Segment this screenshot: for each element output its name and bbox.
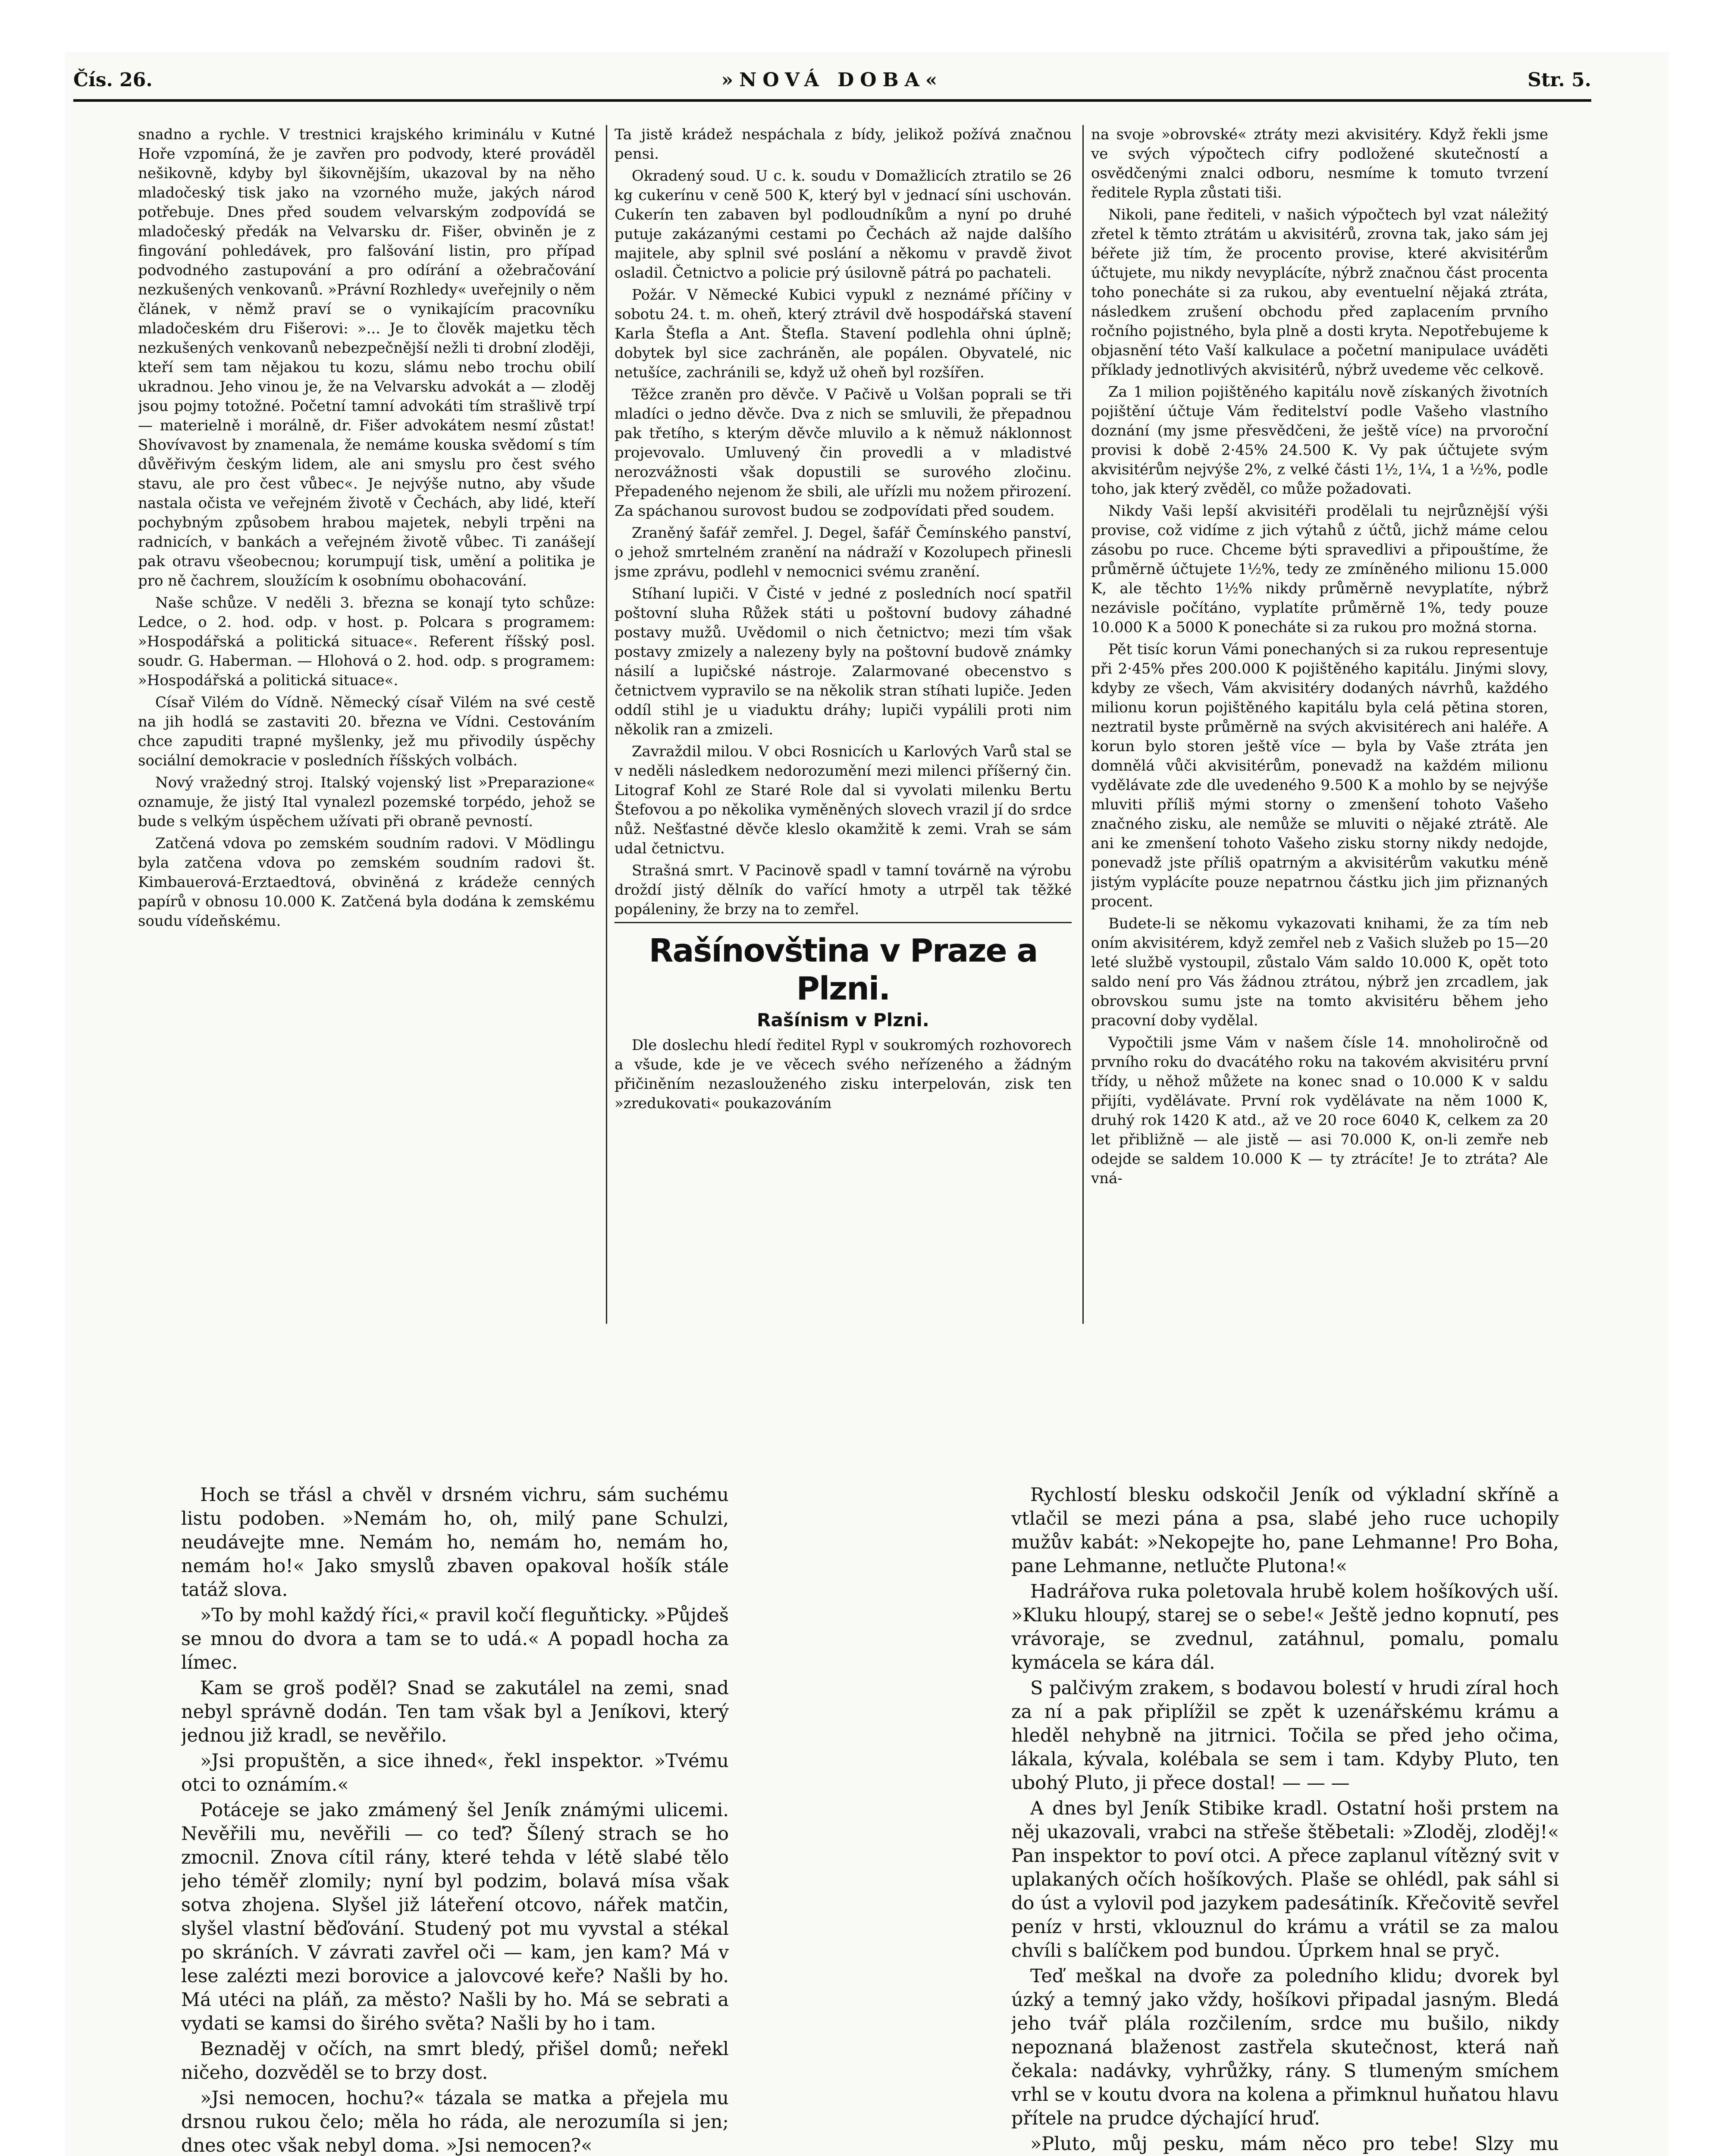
news-item-court: Okradený soud. U c. k. soudu v Domažlicích ztratilo se 26 kg cukerínu v ceně 500 K, který byl v jednací síni uschován. Cukerín ten zabaven byl podloudníkům a nyní po druhé putuje zakázanými cestami po Čechách až najde dalšího majitele, aby splnil své poslání a někomu v pravdě život osladil. Četnictvo a policie prý úsilovně pátrá po pachateli. bbox=[615, 167, 1072, 282]
article-paragraph: Pět tisíc korun Vámi ponechaných si za rukou representuje při 2·45% přes 200.000 K pojištěného kapitálu. Jinými slovy, kdyby ze všech, Vám akvisitéry dodaných návrhů, každého milionu korun pojištěného kapitálu byla celá pětina storen, neztratil byste průměrně na svých akvisitérech ani haléře. A korun bylo storen ještě více — byla by Vaše ztráta jen domnělá vůči akvisitérům, ponevadž na každém milionu vydělávate zde dle uvedeného 9.500 K a mohlo by se nejvýše mluviti příliš mými storny o zmenšení tohoto Vašeho značného zisku, ale nemůže se mluviti o nějaké ztrátě. Ale ani ke zmenšení tohoto Vašeho zisku storny nikdy nedojde, ponevadž jste příliš opatrným a akvisitérům vakutku méně jistým vyplácíte pouze nepatrnou částku jich jim přiznaných procent. bbox=[1091, 641, 1548, 910]
column-rule bbox=[606, 125, 607, 1324]
article-column-3 bbox=[1091, 125, 1548, 1341]
article-column-1 bbox=[138, 125, 595, 1341]
story-paragraph: »To by mohl každý říci,« pravil kočí fleguňticky. »Půjdeš se mnou do dvora a tam se to udá.« A popadl hocha za límec. bbox=[181, 1604, 729, 1673]
news-item-death: Strašná smrt. V Pacinově spadl v tamní továrně na výrobu droždí jistý dělník do vařící hmoty a utrpěl tak těžké popáleniny, že brzy na to zemřel. bbox=[615, 862, 1072, 918]
news-item-widow: Zatčená vdova po zemském soudním radovi. V Mödlingu byla zatčena vdova po zemském soudním radovi št. Kimbauerová-Erztaedtová, obviněná z krádeže cenných papírů v obnosu 10.000 K. Zatčená byla dodána k zemskému soudu vídeňskému. bbox=[138, 835, 595, 930]
section-divider bbox=[615, 922, 1072, 923]
article-column-2 bbox=[615, 125, 1072, 1341]
news-item-torpedo: Nový vražedný stroj. Italský vojenský list »Preparazione« oznamuje, že jistý Ital vynalezl pozemské torpédo, jehož se bude s velkým úspěchem užívati při obraně pevností. bbox=[138, 774, 595, 830]
news-item-fire: Požár. V Německé Kubici vypukl z neznámé příčiny v sobotu 24. t. m. oheň, který ztrávil dvě hospodářská stavení Karla Štefla a Ant. Štefla. Stavení podlehla ohni úplně; dobytek byl sice zachráněn, ale popálen. Obyvatelé, nic netušíce, zachránili se, když už oheň byl rozšířen. bbox=[615, 286, 1072, 381]
news-item-steward: Zraněný šafář zemřel. J. Degel, šafář Čemínského panství, o jehož smrtelném zranění na nádraží v Kozolupech přinesli jsme zprávu, podlehl v nemocnici svému zranění. bbox=[615, 524, 1072, 580]
story-paragraph: Hoch se třásl a chvěl v drsném vichru, sám suchému listu podoben. »Nemám ho, oh, milý pane Schulzi, neudávejte mne. Nemám ho, nemám ho, nemám ho, nemám ho!« Jako smyslů zbaven opakoval hošík stále tatáž slova. bbox=[181, 1484, 729, 1601]
article-paragraph: Budete-li se někomu vykazovati knihami, že za tím neb oním akvisitérem, když zemřel neb z Vašich služeb po 15—20 leté službě vystoupil, zůstalo Vám saldo 10.000 K, opět toto saldo není pro Vás žádnou ztrátou, nýbrž jen zrcadlem, jak obrovskou sumu jste na tomto akvisitéru během jeho pracovní doby vydělal. bbox=[1091, 915, 1548, 1029]
section-subheadline: Rašínism v Plzni. bbox=[757, 1009, 929, 1031]
article-paragraph: Vypočtili jsme Vám v našem čísle 14. mnoholiročně od prvního roku do dvacátého roku na takovém akvisitéru první třídy, u něhož můžete na konec snad o 10.000 K v saldu přijíti, vydělávate. První rok vydělávate na něm 1000 K, druhý rok 1420 K atd., až ve 20 roce 6040 K, celkem za 20 let přibližně — ale jistě — asi 70.000 K, on-li zemře neb odejde se saldem 10.000 K — ty ztrácíte! Je to ztráta? Ale vná- bbox=[1091, 1034, 1548, 1187]
article-paragraph: Ta jistě krádež nespáchala z bídy, jelikož požívá značnou pensi. bbox=[615, 126, 1072, 163]
story-paragraph: Potáceje se jako zmámený šel Jeník známými ulicemi. Nevěřili mu, nevěřili — co teď? Šílený strach se ho zmocnil. Znova cítil rány, které tehda v létě slabé tělo jeho téměř zlomily; nyní byl podzim, bolavá mísa však sotva zhojena. Slyšel již láteření otcovo, nářek matčin, slyšel vlastní běďování. Studený pot mu vyvstal a stékal po skráních. V závrati zavřel oči — kam, jen kam? Má v lese zalézti mezi borovice a jalovcové keře? Našli by ho. Má utéci na pláň, za město? Našli by ho. Má se sebrati a vydati se kamsi do širého světa? Našli by ho i tam. bbox=[181, 1799, 729, 2034]
news-item-injury: Těžce zraněn pro děvče. V Pačivě u Volšan poprali se tři mladíci o jedno děvče. Dva z nich se smluvili, že přepadnou pak třetího, s kterým děvče mluvilo a k němuž náklonnost projevovalo. Umluvený čin provedli a v mladistvé nerozvážnosti však dopustili se surového zločinu. Přepadeného nejenom že sbili, ale uřízli mu nožem přirození. Za spáchanou surovost budou se zodpovídati před soudem. bbox=[615, 386, 1072, 520]
story-paragraph: Rychlostí blesku odskočil Jeník od výkladní skříně a vtlačil se mezi pána a psa, slabé jeho ruce uchopily mužův kabát: »Nekopejte ho, pane Lehmanne! Pro Boha, pane Lehmanne, netlučte Plutona!« bbox=[1011, 1484, 1559, 1577]
news-item-meetings: Naše schůze. V neděli 3. března se konají tyto schůze: Ledce, o 2. hod. odp. v host. p. Polcara s programem: »Hospodářská a politická situace«. Referent říšský posl. soudr. G. Haberman. — Hlohová o 2. hod. odp. s programem: »Hospodářská a politická situace«. bbox=[138, 594, 595, 689]
article-paragraph: Za 1 milion pojištěného kapitálu nově získaných životních pojištění účtuje Vám ředitelství podle Vašeho vlastního doznání (my jsme přesvědčeni, že ještě více) na prvoroční provisi k době 2·45% 24.500 K. Vy pak účtujete svým akvisitérům nejvýše 2%, z velké části 1½, 1¼, 1 a ½%, podle toho, jak který zvěděl, co může požadovati. bbox=[1091, 383, 1548, 498]
story-paragraph: Hadrářova ruka poletovala hrubě kolem hošíkových uší. »Kluku hloupý, starej se o sebe!« Ještě jedno kopnutí, pes vrávoraje, se zvednul, zatáhnul, pomalu, pomalu kymácela se kára dál. bbox=[1011, 1581, 1559, 1673]
section-headline: Rašínovština v Praze a Plzni. bbox=[649, 932, 1038, 1007]
newspaper-title: »NOVÁ DOBA« bbox=[721, 69, 944, 91]
story-paragraph: »Jsi nemocen, hochu?« tázala se matka a přejela mu drsnou rukou čelo; měla ho ráda, ale nerozumíla si jen; dnes otec však nebyl doma. »Jsi nemocen?« bbox=[181, 2087, 729, 2156]
story-paragraph: Kam se groš poděl? Snad se zakutálel na zemi, snad nebyl správně dodán. Ten tam však byl a Jeníkovi, který jednou již kradl, se nevěřilo. bbox=[181, 1677, 729, 1746]
page-header bbox=[73, 65, 1591, 102]
story-column-left bbox=[181, 1483, 729, 2156]
story-paragraph: »Pluto, můj pesku, mám něco pro tebe! Slzy mu bbox=[1030, 2133, 1559, 2155]
story-column-right bbox=[1011, 1483, 1559, 2156]
story-paragraph: »Jsi propuštěn, a sice ihned«, řekl inspektor. »Tvému otci to oznámím.« bbox=[181, 1750, 729, 1796]
page-number: Str. 5. bbox=[1527, 69, 1591, 91]
news-item-kaiser: Císař Vilém do Vídně. Německý císař Vilém na své cestě na jih hodlá se zastaviti 20. března ve Vídni. Cestováním chce zapuditi trapné myšlenky, jež mu přivodily úspěchy sociální demokracie v posledních říšských volbách. bbox=[138, 694, 595, 769]
issue-number: Čís. 26. bbox=[73, 69, 153, 91]
article-paragraph: Nikdy Vaši lepší akvisitéři prodělali tu nejrůznější výši provise, což vidíme z jich výtahů z účtů, jichž máme celou zásobu po ruce. Chceme býti spravedlivi a připouštíme, že průměrně účtujete 1½%, tedy ze zmíněného milionu 15.000 K, ale těchto 1½% nikdy průměrně nevyplatíte, nýbrž nezávisle počítáno, vyplatíte průměrně 1%, tedy pouze 10.000 K a 5000 K ponecháte si za rukou pro možná storna. bbox=[1091, 502, 1548, 636]
column-rule bbox=[1082, 125, 1084, 1324]
story-paragraph: A dnes byl Jeník Stibike kradl. Ostatní hoši prstem na něj ukazovali, vrabci na střeše štěbetali: »Zloděj, zloděj!« Pan inspektor to poví otci. A přece zaplanul vítězný svit v uplakaných očích hošíkových. Plaše se ohlédl, pak sáhl si do úst a vylovil pod jazykem padesátiník. Křečovitě sevřel peníz v hrsti, vklouznul do krámu a vrátil se za malou chvíli s balíčkem pod bundou. Úprkem hnal se pryč. bbox=[1011, 1798, 1559, 1962]
story-paragraph: S palčivým zrakem, s bodavou bolestí v hrudi zíral hoch za ní a pak připlížil se zpět k uzenářskému krámu a hleděl nehybně na jitrnici. Točila se před jeho očima, lákala, kývala, kolébala se sem i tam. Kdyby Pluto, ten ubohý Pluto, ji přece dostal! — — — bbox=[1011, 1677, 1559, 1794]
story-paragraph: Beznaděj v očích, na smrt bledý, přišel domů; neřekl ničeho, dozvěděl se to brzy dost. bbox=[181, 2038, 729, 2084]
news-item-robbers: Stíhaní lupiči. V Čisté v jedné z posledních nocí spatřil poštovní sluha Růžek státi u poštovní budovy záhadné postavy mužů. Uvědomil o nich četnictvo; mezi tím však postavy zmizely a nalezeny byly na poštovní budově známky násilí a lupičské nástroje. Zalarmované obecenstvo s četnictvem vypravilo se na několik stran stíhati lupiče. Jeden oddíl stihl je u viaduktu dráhy; lupiči vypálili proti nim několik ran a zmizeli. bbox=[615, 585, 1072, 738]
article-paragraph: Dle doslechu hledí ředitel Rypl v soukromých rozhovorech a všude, kde je ve věcech svého neřízeného a žádným přičiněním nezaslouženého zisku interpelován, zisk ten »zredukovati« poukazováním bbox=[615, 1037, 1072, 1112]
story-paragraph: Teď meškal na dvoře za poledního klidu; dvorek byl úzký a temný jako vždy, hošíkovi připadal jasným. Bledá jeho tvář plála rozčilením, srdce mu bušilo, nikdy nepoznaná blaženost zastřela skutečnost, která naň čekala: nadávky, vyhrůžky, rány. S tlumeným smíchem vrhl se v koutu dvora na kolena a přimknul huňatou hlavu přítele na prudce dýchající hruď. bbox=[1011, 1965, 1559, 2129]
article-paragraph: Nikoli, pane řediteli, v našich výpočtech byl vzat náležitý zřetel k těmto ztrátám u akvisitérů, zrovna tak, jako sám jej béřete již tím, že procento provise, které akvisitérům účtujete, mu nikdy nevyplácíte, nýbrž značnou část procenta toho ponecháte si za rukou, aby eventuelní nějaká ztráta, následkem zrušení obchodu před zaplacením prvního ročního pojistného, byla plně a dosti kryta. Nepotřebujeme k objasnění této Vaší kalkulace a početní manipulace uváděti příklady jednotlivých akvisitérů, nýbrž uvedeme věc celkově. bbox=[1091, 206, 1548, 379]
news-item-murder: Zavraždil milou. V obci Rosnicích u Karlových Varů stal se v neděli následkem nedorozumění mezi milenci příšerný čin. Litograf Kohl ze Staré Role dal si vyvolati milenku Bertu Štefovou a po několika vyměněných slovech vrazil jí do srdce nůž. Nešťastné děvče kleslo okamžitě k zemi. Vrah se sám udal četnictvu. bbox=[615, 743, 1072, 857]
article-paragraph: na svoje »obrovské« ztráty mezi akvisitéry. Když řekli jsme ve svých výpočtech cifry podložené skutečností a osvědčenými znalci odboru, nesmíme k tomuto tvrzení ředitele Rypla zůstati tiši. bbox=[1091, 126, 1548, 201]
article-paragraph: snadno a rychle. V trestnici krajského kriminálu v Kutné Hoře vzpomíná, že je zavřen pro podvody, které prováděl nešikovně, kdyby byl šikovnějším, ukazoval by na něho mladočeský tisk jako na vzorného muže, jakých národ potřebuje. Dnes před soudem velvarským zodpovídá se mladočeský předák na Velvarsku dr. Fišer, obviněn je z fingování pohledávek, pro falšování listin, pro případ podvodného zastupování a pro odírání a ožebračování nezkušených venkovanů. »Právní Rozhledy« uveřejnily o něm článek, v němž praví se o vynikajícím pracovníku mladočeském dru Fišerovi: »... Je to člověk majetku těch nezkušených venkovanů nebezpečnější nežli ti drobní zloději, kteří sem tam nějakou tu kozu, slámu nebo trochu obilí ukradnou. Jeho vinou je, že na Velvarsku advokát a — zloděj jsou pojmy totožné. Početní tamní advokáti tím strašlivě trpí — materielně i morálně, dr. Fišer advokátem nesmí zůstat! Shovívavost by znamenala, že nemáme kouska svědomí s tím důvěřivým českým lidem, ale ani smyslu pro čest svého stavu, ale pro čest vůbec«. Je nejvýše nutno, aby všude nastala očista ve veřejném životě v Čechách, aby lidé, kteří pochybným způsobem hrabou majetek, nebyli trpěni na radnicích, v bankách a veřejném životě vůbec. Ti zanášejí pak otravu všeobecnou; korumpují tisk, umění a politika je pro ně čachrem, sloužícím k osobnímu obohacování. bbox=[138, 126, 595, 589]
